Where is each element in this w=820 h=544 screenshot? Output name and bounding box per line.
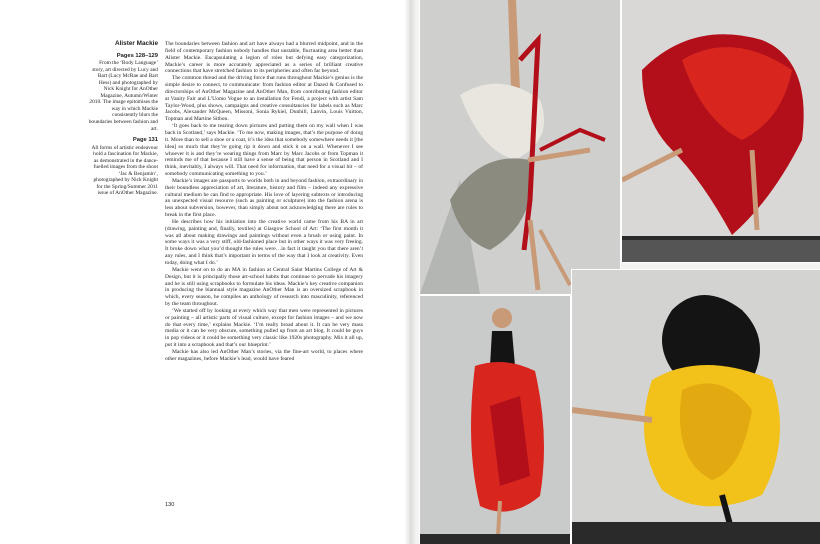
photo-dancer-red-gown xyxy=(420,296,570,544)
paragraph: The common thread and the driving force that runs throughout Mackie’s genius is the simple desire to connect, to communicate: from fashion editor at Dazed & Confused to directorships of AnOther Magazine and AnOther Man, from contributing fashion editor at Vanity Fair and L’Uomo Vogue to an installation for Fendi, a project with artist Sam Taylor-Wood, plus shows, campaigns and creative consultancies for labels such as Marc Jacobs, Alexander McQueen, Missoni, Sonia Rykiel, Dunhill, Lanvin, Louis Vuitton, Topman and Martine Sitbon. xyxy=(165,75,363,123)
caption-text: All forms of artistic endeavour hold a fascination for Mackie, as demonstrated in the dance-fuelled images from the shoot ‘Jac & Benjamin’, photographed by Nick Knight for the Spring/Summer 2011 issue of AnOther Magazine. xyxy=(91,144,158,197)
sidebar-name: Alister Mackie xyxy=(115,40,158,47)
page-gutter xyxy=(404,0,416,544)
photo-dancer-yellow-black-costume xyxy=(572,270,820,544)
paragraph: Mackie’s images are passports to worlds both in and beyond fashion, extraordinary in their boundless appreciation of art, literature, history and film – indeed any expressive cultural medium he can find to appropriate. His love of layering subtexts or introducing an unexpected visual resource (such as painting or sculpture) into the fashion arena is less about subversion, however, than simply about not acknowledging there are rules to break in the first place. xyxy=(165,177,363,219)
article-body xyxy=(165,41,363,363)
paragraph: Mackie has also led AnOther Man’s stories, via the fine-art world, to places where other magazines, before Mackie’s lead, would have feared xyxy=(165,348,363,362)
caption-text: From the ‘Body Language’ story, art directed by Lucy and Bart (Lucy McRae and Bart Hess) and photographed by Nick Knight for AnOther Magazine, Autumn/Winter 2010. The image epitomises the way in which Mackie consistently blurs the boundaries between fashion and art. xyxy=(88,60,158,132)
paragraph: He describes how his initiation into the creative world came from his BA in art (drawing, painting and, finally, textiles) at Glasgow School of Art: ‘The first month it was all about making drawings and paintings without even a brush or using paint. In some ways it was a very stiff, old-fashioned place but in other ways it was very freeing. It broke down what you’d thought the rules were…in fact it taught you that there aren’t any rules, and I think that’s important in terms of the way that I look at creativity. Even today, doing what I do.’ xyxy=(165,218,363,266)
photo-dancer-white-red-ribbons xyxy=(420,0,620,294)
paragraph: ‘We started off by looking at every which way that men were represented in pictures or painting – all artistic parts of visual culture, except for fashion images – and we now do that every time,’ explains Mackie. ‘I’m really broad about it. It can be very mass media or it can be very obscure, something pulled up from an art blog. It could be guys in pop videos or it could be something very classic like 1920s photography. Mix it all up, put it into a scrapbook and that’s our blueprint.’ xyxy=(165,307,363,349)
caption-ref: Pages 128–129 xyxy=(116,52,158,59)
photo-dancer-red-dress-leap xyxy=(622,0,820,262)
paragraph: ‘It goes back to me tearing down pictures and putting them on my wall when I was back in Scotland,’ says Mackie. ‘To me now, making images, that’s the purpose of doing it. More than to sell a shoe or a coat, it’s the idea that somebody somewhere needs it [the idea] so much that they’re going rip it down and stick it on a wall. Whenever I see whoever it is and they’re wearing things from Marc by Marc Jacobs or from Topman it reminds me of that because I still have a sense of being that person in Scotland and I think, inevitably, I always will. That need for information, that need for a visual hit – of somebody communicating something to you.’ xyxy=(165,123,363,178)
photo-collage-page xyxy=(410,0,820,544)
page-number: 130 xyxy=(165,502,175,508)
paragraph: The boundaries between fashion and art have always had a blurred midpoint, and in the field of contemporary fashion nobody handles that unstable, fluctuating area better than Alister Mackie. Encapsulating a legion of roles but defying easy categorization, Mackie’s career is more accurately appreciated as a series of brilliant creative connections that have stretched fashion to its peripheries and often far beyond. xyxy=(165,41,363,75)
caption-sidebar xyxy=(88,41,158,202)
paragraph: Mackie went on to do an MA in fashion at Central Saint Martins College of Art & Design, but it is principally those art-school habits that continue to pervade his imagery and he is still using scrapbooks to formulate his ideas. Mackie’s key creative companion in producing the biannual style magazine AnOther Man is an oversized scrapbook in which, every season, he compiles an anthology of research into masculinity, referenced by the team throughout. xyxy=(165,266,363,308)
caption-ref: Page 131 xyxy=(132,137,158,144)
